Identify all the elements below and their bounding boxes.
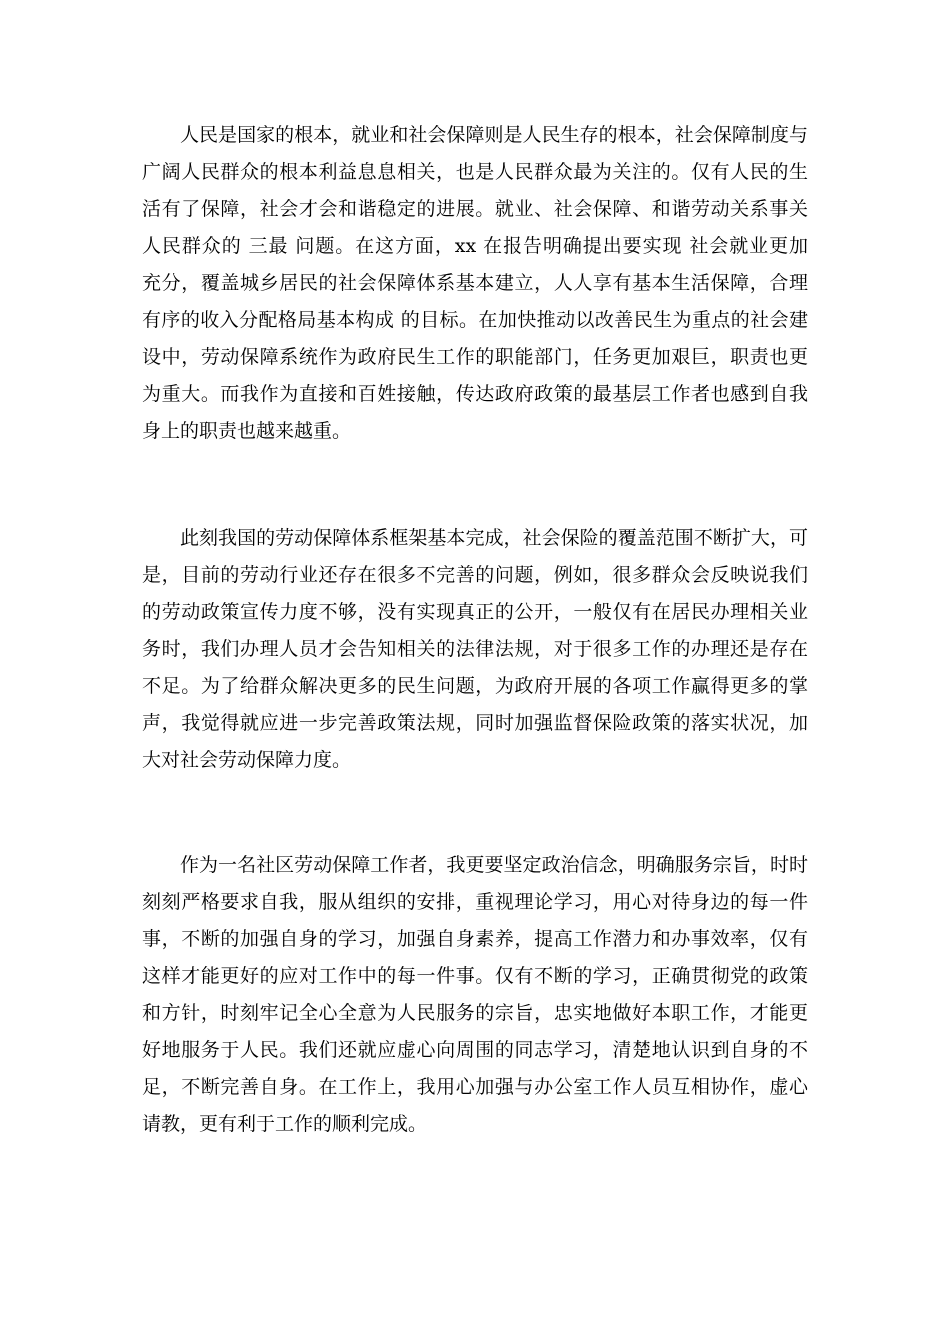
paragraph-line: 身上的职责也越来越重。 [142,420,352,442]
paragraph-line: 作为一名社区劳动保障工作者，我更要坚定政治信念，明确服务宗旨，时时 [180,854,808,876]
paragraph-2 [142,520,808,779]
paragraph-line: 请教，更有利于工作的顺利完成。 [142,1113,428,1135]
paragraph-line: 为重大。而我作为直接和百姓接触，传达政府政策的最基层工作者也感到自我 [142,383,808,405]
paragraph-line: 事，不断的加强自身的学习，加强自身素养，提高工作潜力和办事效率，仅有 [142,928,808,950]
paragraph-line: 足，不断完善自身。在工作上，我用心加强与办公室工作人员互相协作，虚心 [142,1076,808,1098]
paragraph-line: 声，我觉得就应进一步完善政策法规，同时加强监督保险政策的落实状况，加 [142,712,808,734]
paragraph-1 [142,117,808,450]
paragraph-line: 好地服务于人民。我们还就应虚心向周围的同志学习，清楚地认识到自身的不 [142,1039,808,1061]
paragraph-line: 人民群众的 三最 问题。在这方面，xx 在报告明确提出要实现 社会就业更加 [142,235,808,257]
paragraph-3 [142,847,808,1143]
paragraph-line: 此刻我国的劳动保障体系框架基本完成，社会保险的覆盖范围不断扩大，可 [180,527,808,549]
paragraph-line: 刻刻严格要求自我，服从组织的安排，重视理论学习，用心对待身边的每一件 [142,891,808,913]
paragraph-line: 这样才能更好的应对工作中的每一件事。仅有不断的学习，正确贯彻党的政策 [142,965,808,987]
paragraph-line: 务时，我们办理人员才会告知相关的法律法规，对于很多工作的办理还是存在 [142,638,808,660]
paragraph-line: 广阔人民群众的根本利益息息相关，也是人民群众最为关注的。仅有人民的生 [142,161,808,183]
paragraph-line: 大对社会劳动保障力度。 [142,749,352,771]
paragraph-line: 是，目前的劳动行业还存在很多不完善的问题，例如，很多群众会反映说我们 [142,564,808,586]
paragraph-line: 人民是国家的根本，就业和社会保障则是人民生存的根本，社会保障制度与 [180,124,808,146]
paragraph-line: 充分，覆盖城乡居民的社会保障体系基本建立，人人享有基本生活保障，合理 [142,272,808,294]
paragraph-line: 设中，劳动保障系统作为政府民生工作的职能部门，任务更加艰巨，职责也更 [142,346,808,368]
paragraph-line: 不足。为了给群众解决更多的民生问题，为政府开展的各项工作赢得更多的掌 [142,675,808,697]
paragraph-line: 和方针，时刻牢记全心全意为人民服务的宗旨，忠实地做好本职工作，才能更 [142,1002,808,1024]
paragraph-line: 有序的收入分配格局基本构成 的目标。在加快推动以改善民生为重点的社会建 [142,309,808,331]
paragraph-line: 活有了保障，社会才会和谐稳定的进展。就业、社会保障、和谐劳动关系事关 [142,198,808,220]
paragraph-line: 的劳动政策宣传力度不够，没有实现真正的公开，一般仅有在居民办理相关业 [142,601,808,623]
